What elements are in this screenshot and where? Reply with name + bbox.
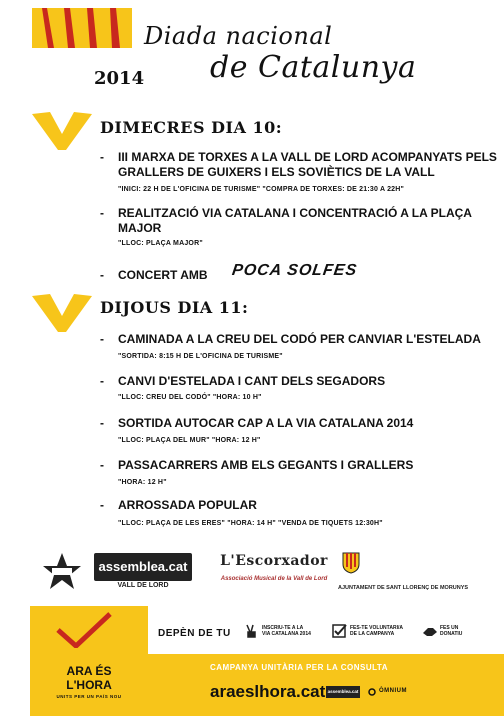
event-item: [100, 458, 500, 473]
action-line: FES UN: [440, 625, 459, 631]
event-note: "LLOC: PLAÇA DEL MUR" "HORA: 12 H": [118, 437, 261, 444]
check-mark-logo-icon: [54, 612, 114, 648]
event-note: "LLOC: CREU DEL CODÓ" "HORA: 10 H": [118, 394, 262, 401]
action-line: DONATIU: [440, 631, 463, 637]
handshake-icon: [422, 624, 438, 638]
day-heading: DIMECRES DIA 10:: [100, 118, 283, 137]
event-text: REALITZACIÓ VIA CATALANA I CONCENTRACIÓ A LA PLAÇA MAJOR: [118, 206, 472, 235]
event-dash: -: [100, 416, 104, 430]
event-dash: -: [100, 150, 104, 164]
event-text: CAMINADA A LA CREU DEL CODÓ PER CANVIAR L'ESTELADA: [118, 332, 481, 346]
campaign-label: CAMPANYA UNITÀRIA PER LA CONSULTA: [210, 663, 388, 672]
ara-tagline: UNITS PER UN PAÍS NOU: [56, 694, 122, 699]
event-dash: -: [100, 206, 104, 220]
event-note: "LLOC: PLAÇA MAJOR": [118, 240, 203, 247]
title-line-1: Diada nacional: [144, 22, 333, 50]
title-line-2: de Catalunya: [210, 50, 417, 85]
assemblea-logo: assemblea.cat: [94, 553, 192, 581]
action-line: FES-TE VOLUNTARI/A: [350, 625, 403, 631]
event-note: "INICI: 22 H DE L'OFICINA DE TURISME" "COMPRA DE TORXES: DE 21:30 A 22H": [118, 186, 405, 193]
year: 2014: [94, 68, 145, 89]
event-text: III MARXA DE TORXES A LA VALL DE LORD ACOMPANYATS PELS GRALLERS DE GUIXERS I ELS SOVIÈTICS DE LA VALL: [118, 150, 497, 179]
action-voluntari[interactable]: [350, 625, 403, 637]
action-donatiu[interactable]: [440, 625, 462, 637]
ara-es-label: ARA ÉS: [66, 664, 112, 678]
band-name: POCA SOLFES: [230, 262, 359, 279]
event-text: ARROSSADA POPULAR: [118, 498, 257, 512]
depen-de-tu: DEPÈN DE TU: [158, 628, 231, 639]
action-inscriu[interactable]: [262, 625, 311, 637]
escorxador-logo-sub: Associació Musical de la Vall de Lord: [220, 576, 328, 582]
event-text: CONCERT AMB: [118, 268, 208, 282]
event-item: [100, 150, 500, 180]
checkbox-icon: [332, 624, 348, 638]
v-mark-icon: [30, 290, 94, 334]
event-item: [100, 332, 500, 347]
ajuntament-label: AJUNTAMENT DE SANT LLORENÇ DE MORUNYS: [338, 585, 469, 591]
event-item: [100, 498, 500, 513]
omnium-circle-icon: [368, 688, 376, 696]
lhora-label: L'HORA: [66, 678, 112, 692]
assemblea-mini-logo: assemblea.cat: [326, 686, 360, 698]
event-text: CANVI D'ESTELADA I CANT DELS SEGADORS: [118, 374, 386, 388]
day-heading: DIJOUS DIA 11:: [100, 298, 249, 317]
escorxador-logo: L'Escorxador: [220, 553, 328, 569]
event-note: "SORTIDA: 8:15 H DE L'OFICINA DE TURISME": [118, 353, 283, 360]
senyera-stripes-icon: [32, 8, 132, 48]
omnium-logo: ÒMNIUM: [379, 688, 407, 694]
action-line: INSCRIU-TE A LA: [262, 625, 304, 631]
event-item: [100, 416, 500, 431]
assemblea-logo-sub: VALL DE LORD: [117, 582, 169, 589]
event-text: SORTIDA AUTOCAR CAP A LA VIA CATALANA 2014: [118, 416, 414, 430]
campaign-url[interactable]: araeslhora.cat: [210, 682, 326, 701]
event-note: "LLOC: PLAÇA DE LES ERES" "HORA: 14 H" "VENDA DE TIQUETS 12:30H": [118, 520, 383, 527]
event-dash: -: [100, 374, 104, 388]
event-dash: -: [100, 458, 104, 472]
event-note: "HORA: 12 H": [118, 479, 167, 486]
victory-hand-icon: [244, 624, 260, 638]
shield-icon: [342, 552, 360, 574]
action-line: VIA CATALANA 2014: [262, 631, 311, 637]
event-text: PASSACARRERS AMB ELS GEGANTS I GRALLERS: [118, 458, 414, 472]
event-item: [100, 206, 500, 236]
red-star-logo-icon: [42, 552, 82, 590]
event-dash: -: [100, 498, 104, 512]
action-line: DE LA CAMPANYA: [350, 631, 395, 637]
v-mark-icon: [30, 108, 94, 152]
event-item: [100, 374, 500, 389]
event-dash: -: [100, 332, 104, 346]
event-dash: -: [100, 268, 104, 282]
